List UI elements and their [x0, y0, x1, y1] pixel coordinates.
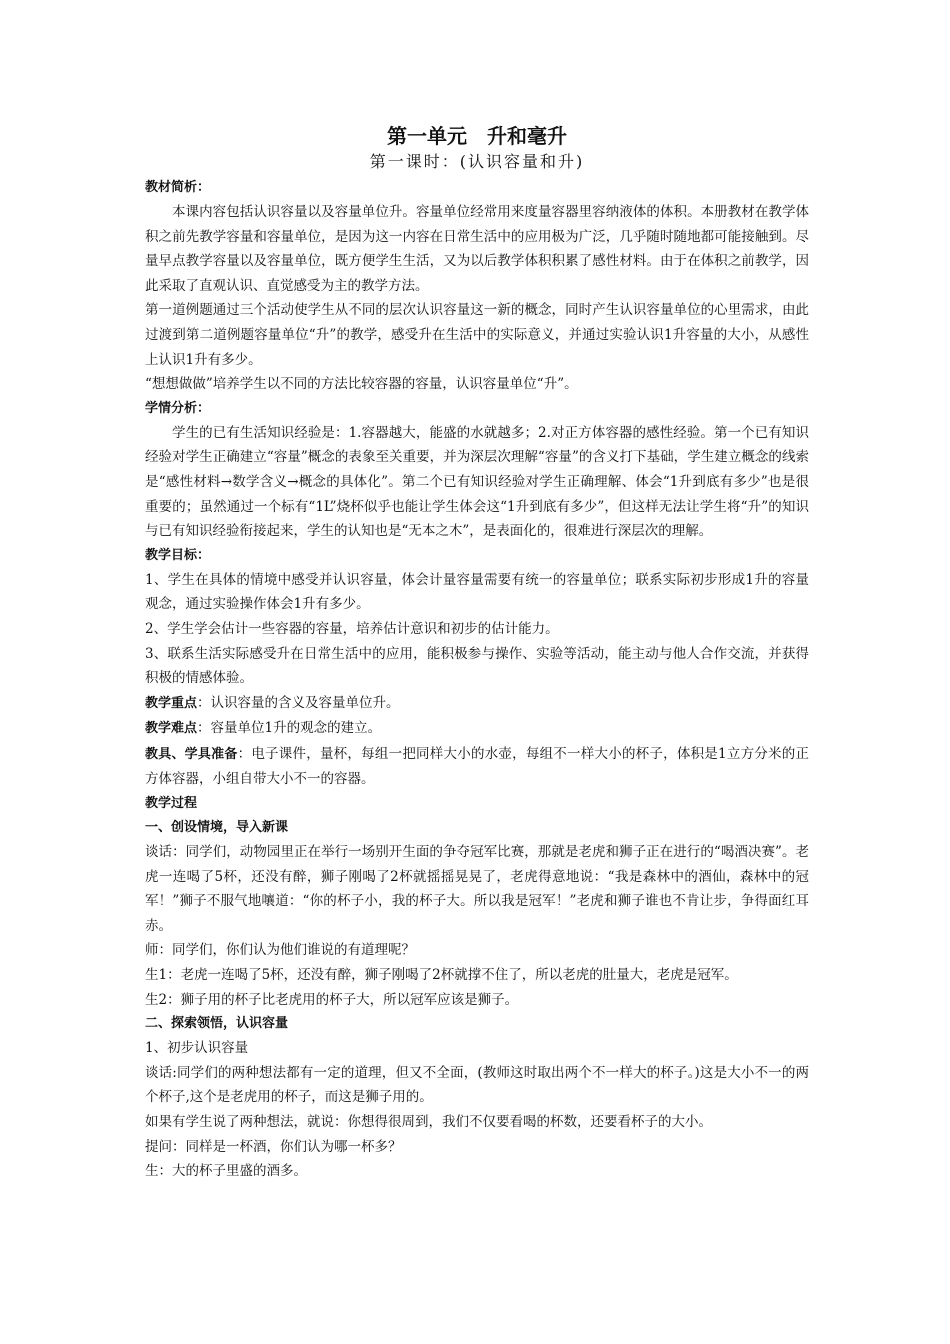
- process-heading: 教学过程: [145, 796, 198, 812]
- analysis-paragraph: 本课内容包括认识容量以及容量单位升。容量单位经常用来度量容器里容纳液体的体积。本册教材在教学体积之前先教学容量和容量单位，是因为这一内容在日常生活中的应用极为广泛，几乎随时随地都可能接触到。尽量早点教学容量以及容量单位，既方便学生生活，又为以后教学体积积累了感性材料。由于在体积之前教学，因此采取了直观认识、直觉感受为主的教学方法。: [145, 204, 809, 294]
- section1-heading: 一、创设情境，导入新课: [145, 820, 289, 836]
- section2-line: 如果有学生说了两种想法，就说：你想得很周到，我们不仅要看喝的杯数，还要看杯子的大小。: [145, 1114, 712, 1130]
- learners-paragraph: 学生的已有生活知识经验是：1.容器越大，能盛的水就越多；2.对正方体容器的感性经验。第一个已有知识经验对学生正确建立“容量”概念的表象至关重要，并为深层次理解“容量”的含义打下基础，学生建立概念的线索是“感性材料→数学含义→概念的具体化”。第二个已有知识经验对学生正确理解、体会“1升到底有多少”也是很重要的；虽然通过一个标有“1L”烧杯似乎也能让学生体会这“1升到底有多少”，但这样无法让学生将“升”的知识与已有知识经验衔接起来，学生的认知也是“无本之木”，是表面化的，很难进行深层次的理解。: [145, 424, 809, 540]
- section2-line: 生：大的杯子里盛的酒多。: [145, 1163, 307, 1180]
- section2-line: 谈话:同学们的两种想法都有一定的道理，但又不全面，(教师这时取出两个不一样大的杯子。)这是大小不一的两个杯子,这个是老虎用的杯子，而这是狮子用的。: [145, 1064, 809, 1106]
- section2-line: 提问：同样是一杯酒，你们认为哪一杯多？: [145, 1138, 402, 1155]
- key-point-label: 教学重点: [145, 695, 198, 711]
- difficulty: [145, 716, 809, 742]
- difficulty-text: ：容量单位1升的观念的建立。: [197, 720, 382, 737]
- goal-item: 1、学生在具体的情境中感受并认识容量，体会计量容量需要有统一的容量单位；联系实际初步形成1升的容量观念，通过实验操作体会1升有多少。: [145, 571, 809, 613]
- materials-text: ：电子课件，量杯，每组一把同样大小的水壶，每组不一样大小的杯子，体积是1立方分米的正方体容器，小组自带大小不一的容器。: [145, 745, 809, 788]
- document-content: [145, 122, 809, 1184]
- section2-heading: 二、探索领悟，认识容量: [145, 1016, 289, 1032]
- key-point: [145, 691, 809, 717]
- page-subtitle: 第一课时：(认识容量和升): [369, 152, 585, 171]
- section1-line: 师：同学们，你们认为他们谁说的有道理呢？: [145, 942, 415, 959]
- section1-line: 生1：老虎一连喝了5杯，还没有醉，狮子刚喝了2杯就撑不住了，所以老虎的肚量大，老虎是冠军。: [145, 967, 738, 984]
- section1-line: 生2：狮子用的杯子比老虎用的杯子大，所以冠军应该是狮子。: [145, 991, 519, 1008]
- goal-item: 3、联系生活实际感受升在日常生活中的应用，能积极参与操作、实验等活动，能主动与他人合作交流，并获得积极的情感体验。: [145, 645, 809, 687]
- learners-heading: 学情分析：: [145, 400, 211, 416]
- goals-heading: 教学目标：: [145, 547, 211, 563]
- analysis-heading: 教材简析：: [145, 180, 211, 195]
- section2-subheading: 1、初步认识容量: [145, 1040, 249, 1057]
- goal-item: 2、学生学会估计一些容器的容量，培养估计意识和初步的估计能力。: [145, 620, 559, 637]
- materials-label: 教具、学具准备: [145, 746, 238, 762]
- section1-line: 谈话：同学们，动物园里正在举行一场别开生面的争夺冠军比赛，那就是老虎和狮子正在进行的“喝酒决赛”。老虎一连喝了5杯，还没有醉，狮子刚喝了2杯就摇摇晃晃了，老虎得意地说：“我是森林中的酒仙，森林中的冠军！”狮子不服气地嚷道：“你的杯子小，我的杯子大。所以我是冠军！”老虎和狮子谁也不肯让步，争得面红耳赤。: [145, 844, 809, 934]
- page-title: 第一单元 升和毫升: [387, 124, 567, 148]
- key-point-text: ：认识容量的含义及容量单位升。: [197, 694, 400, 711]
- analysis-paragraph: 第一道例题通过三个活动使学生从不同的层次认识容量这一新的概念，同时产生认识容量单位的心里需求，由此过渡到第二道例题容量单位“升”的教学，感受升在生活中的实际意义，并通过实验认识1升容量的大小，从感性上认识1升有多少。: [145, 302, 809, 368]
- difficulty-label: 教学难点: [145, 721, 198, 737]
- materials: [145, 742, 809, 792]
- analysis-paragraph: “想想做做”培养学生以不同的方法比较容器的容量，认识容量单位“升”。: [145, 376, 578, 393]
